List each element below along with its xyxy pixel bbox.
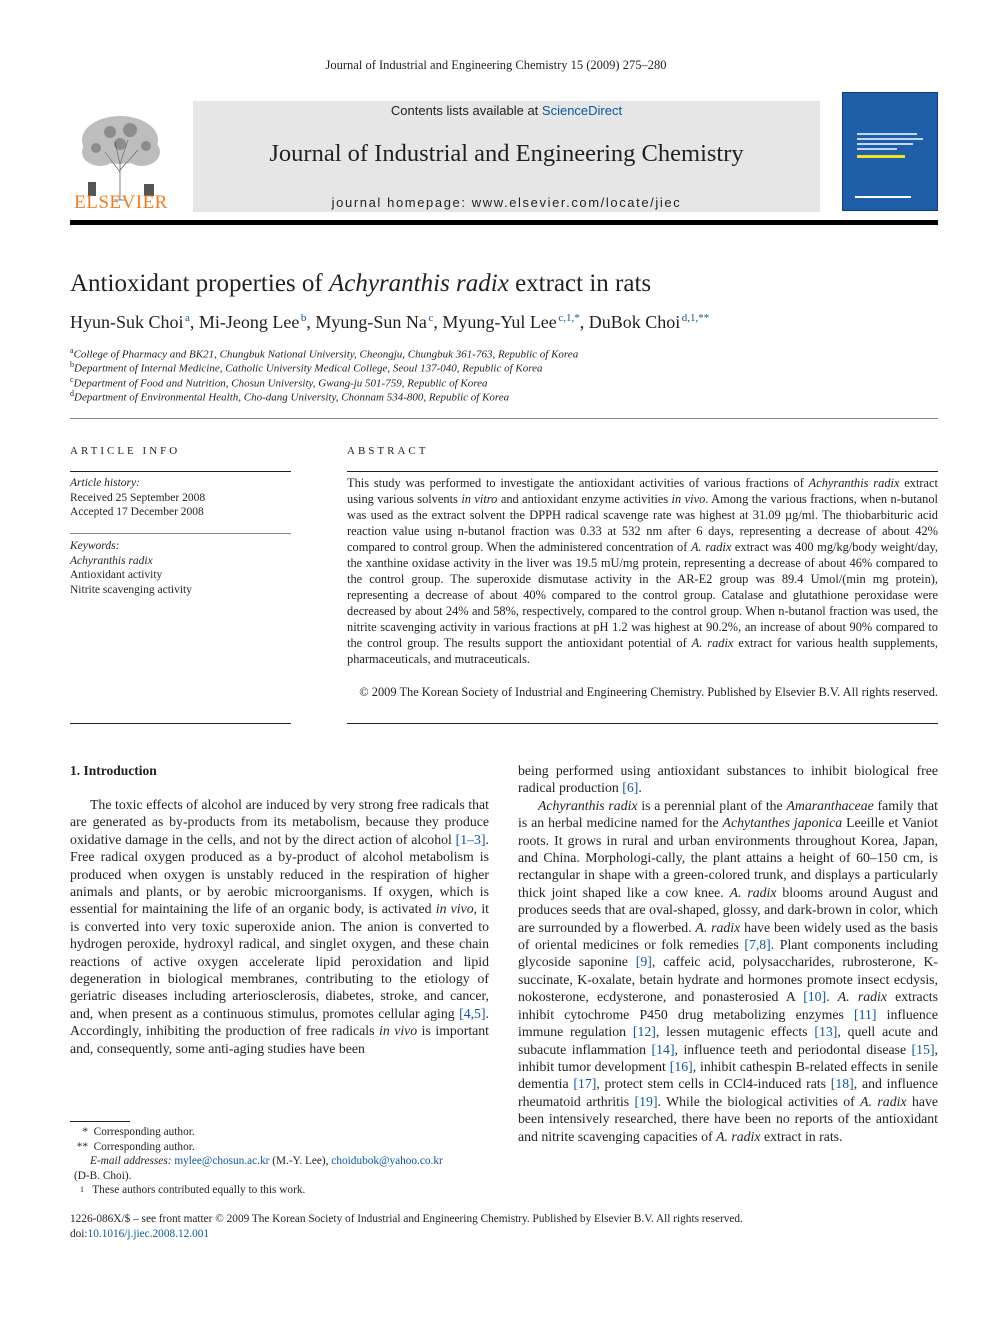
abstract-bottom-rule <box>347 723 938 724</box>
article-info-heading: ARTICLE INFO <box>70 445 181 457</box>
header-rule <box>70 220 938 225</box>
affiliation: $^b$Department of Internal Medicine, Catholic University Medical College, Seoul 137-040, Republic of Korea <box>70 360 543 375</box>
author: Myung-Sun Na $^c$, <box>315 312 443 332</box>
footnotes <box>70 1125 490 1198</box>
article-history <box>70 476 205 520</box>
body-column-left: The toxic effects of alcohol are induced by very strong free radicals that are generated as by-products from its metabolism, because they produce oxidative damage in the cells, and not by the direct action of alcohol [1–3]. Free radical oxygen produced as a by-product of alcohol metabolism is produced when oxygen is unstably reduced in the respiration of higher animals and plants, or by aerobic microorganisms. If oxygen, which is essential for maintaining the life of an organic body, is activated in vivo, it is converted into very toxic superoxide anion. The anion is converted to hydrogen peroxide, hydroxyl radical, and singlet oxygen, and these chain reactions of active oxygen accelerate lipid peroxidation and lipid degeneration in biological membranes, contributing to the etiology of geriatric diseases including arteriosclerosis, diabetes, stroke, and cancer, and, when present as a continuous stimulus, promotes cellular aging [4,5]. Accordingly, inhibiting the production of free radicals in vivo is important and, consequently, some anti-aging studies have been <box>70 797 490 1056</box>
accepted-date: Accepted 17 December 2008 <box>70 506 204 518</box>
contents-prefix: Contents lists available at <box>390 103 542 118</box>
abstract-copyright: © 2009 The Korean Society of Industrial and Engineering Chemistry. Published by Elsevier B.V. All rights reserved. <box>359 685 938 699</box>
abstract-body: This study was performed to investigate the antioxidant activities of various fractions of Achyranthis radix extract using various solvents in vitro and antioxidant enzyme activities in vivo. Among the various fractions, when n-butanol was used as the extract solvent the DPPH radical scavenge rate was highest at 31.09 µg/ml. The thiobarbituric acid reaction value using n-butanol fraction was 0.33 at 532 nm after 6 days, representing a decrease of about 42% compared to control group. When the administered concentration of A. radix extract was 400 mg/kg/body weight/day, the xanthine oxidase activity in the liver was 19.5 mU/mg protein, representing a decrease of about 46% compared to the control group. The superoxide dismutase activity in the AR-E2 group was 89.4 Umol/(min mg protein), representing a decrease of about 40% compared to the control group. Catalase and glutathione peroxidase were decreased by about 24% and 58%, respectively, compared to the control group. When n-butanol fraction was used, the nitrite scavenging activity in various fractions at pH 1.2 was highest at 90.2%, an increase of about 90% compared to the control group. The results support the antioxidant potential of A. radix extract for various health supplements, pharmaceuticals, and mutraceuticals. <box>347 476 938 666</box>
title-italic-part: Achyranthis radix <box>328 270 509 297</box>
introduction-heading: 1. Introduction <box>70 763 157 778</box>
keyword: Achyranthis radix <box>70 554 153 567</box>
email-link[interactable]: mylee@chosun.ac.kr <box>174 1155 270 1167</box>
author: DuBok Choi $^{d,1,**}$ <box>588 312 710 332</box>
footnote-equal: 1 These authors contributed equally to this work. <box>80 1184 306 1196</box>
affiliation: $^a$College of Pharmacy and BK21, Chungbuk National University, Cheongju, Chungbuk 361-763, Republic of Korea <box>70 346 579 361</box>
journal-reference: Journal of Industrial and Engineering Chemistry 15 (2009) 275–280 <box>325 58 667 72</box>
footnote-rule <box>70 1121 130 1122</box>
page-footer <box>70 1212 743 1242</box>
footnote-corresponding: ** Corresponding author. <box>76 1140 195 1153</box>
article-info-bottom-rule <box>70 723 291 724</box>
footnote-corresponding: * Corresponding author. <box>82 1126 195 1138</box>
affiliation: $^c$Department of Food and Nutrition, Chosun University, Gwang-ju 501-759, Republic of Korea <box>70 375 488 390</box>
history-label: Article history: <box>70 477 140 489</box>
journal-title: Journal of Industrial and Engineering Chemistry <box>269 140 744 167</box>
sciencedirect-link[interactable]: ScienceDirect <box>541 103 623 118</box>
contents-line <box>193 103 820 118</box>
body-column-right: being performed using antioxidant substances to inhibit biological free radical production [6]. Achyranthis radix is a perennial plant of the Amaranthaceae family that is an herbal medicine named for the Achytanthes japonica Leeille et Vaniot roots. It grows in rural and urban environments throughout Korea, Japan, and China. Morphologi-cally, the plant attains a height of 60–150 cm, is rectangular in shape with a green-colored trunk, and displays a particularly thick joint shaped like a cow knee. A. radix blooms around August and produces seeds that are oval-shaped, glossy, and dark-brown in color, which are surrounded by a flowerbed. A. radix have been widely used as the basis of oriental medicines or folk remedies [7,8]. Plant components including glycoside saponine [9], caffeic acid, polysaccharides, rubrosterone, K-succinate, K-oxalate, betain hydrate and hormones promote insect ecdysis, nokosterone, ecdysterone, and ponasterosied A [10]. A. radix extracts inhibit cytochrome P450 drug metabolizing enzymes [11] influence immune regulation [12], lessen mutagenic effects [13], quell acute and subacute inflammation [14], influence teeth and periodontal disease [15], inhibit tumor development [16], inhibit cathespin B-related effects in senile dementia [17], protect stem cells in CCl4-induced rats [18], and influence rheumatoid arthritis [19]. While the biological activities of A. radix have been intensively researched, there have been no reports of the antioxidant and nitrite scavenging capacities of A. radix extract in rats. <box>518 763 939 1144</box>
cover-title-lines <box>857 133 927 150</box>
title-part: extract in rats <box>508 270 652 297</box>
keyword: Antioxidant activity <box>70 569 163 581</box>
abstract-rule <box>347 471 938 472</box>
title-part: Antioxidant properties of <box>70 270 329 297</box>
keywords-rule <box>70 533 291 534</box>
journal-cover-image <box>842 92 938 211</box>
footnote-emails: E-mail addresses: mylee@chosun.ac.kr (M.-Y. Lee), choidubok@yahoo.co.kr <box>90 1155 443 1167</box>
keyword: Nitrite scavenging activity <box>70 583 192 596</box>
keywords <box>70 539 192 597</box>
article-info-rule <box>70 471 291 472</box>
email-link[interactable]: choidubok@yahoo.co.kr <box>331 1155 443 1167</box>
journal-homepage[interactable]: journal homepage: www.elsevier.com/locate/jiec <box>331 195 682 210</box>
article-title <box>70 270 651 298</box>
keywords-label: Keywords: <box>70 540 120 552</box>
cover-accent-bar <box>857 155 905 158</box>
affiliation-rule <box>70 418 938 419</box>
author-list <box>70 312 709 333</box>
received-date: Received 25 September 2008 <box>70 491 206 504</box>
elsevier-wordmark: ELSEVIER <box>74 192 168 213</box>
author: Mi-Jeong Lee $^b$, <box>198 312 316 332</box>
author: Myung-Yul Lee $^{c,1,*}$, <box>442 312 589 332</box>
issn-line: 1226-086X/$ – see front matter © 2009 The Korean Society of Industrial and Engineering Chemistry. Published by Elsevier B.V. All rights reserved. <box>70 1213 743 1225</box>
abstract-heading: ABSTRACT <box>347 445 429 457</box>
affiliation: $^d$Department of Environmental Health, Cho-dang University, Chonnam 534-800, Republic of Korea <box>70 389 510 404</box>
doi-line: doi:10.1016/j.jiec.2008.12.001 <box>70 1228 210 1240</box>
cover-publisher-strip <box>855 196 931 198</box>
author: Hyun-Suk Choi $^a$, <box>70 312 199 332</box>
footnote-emails-cont: (D-B. Choi). <box>74 1169 132 1182</box>
doi-link[interactable]: 10.1016/j.jiec.2008.12.001 <box>87 1228 210 1240</box>
